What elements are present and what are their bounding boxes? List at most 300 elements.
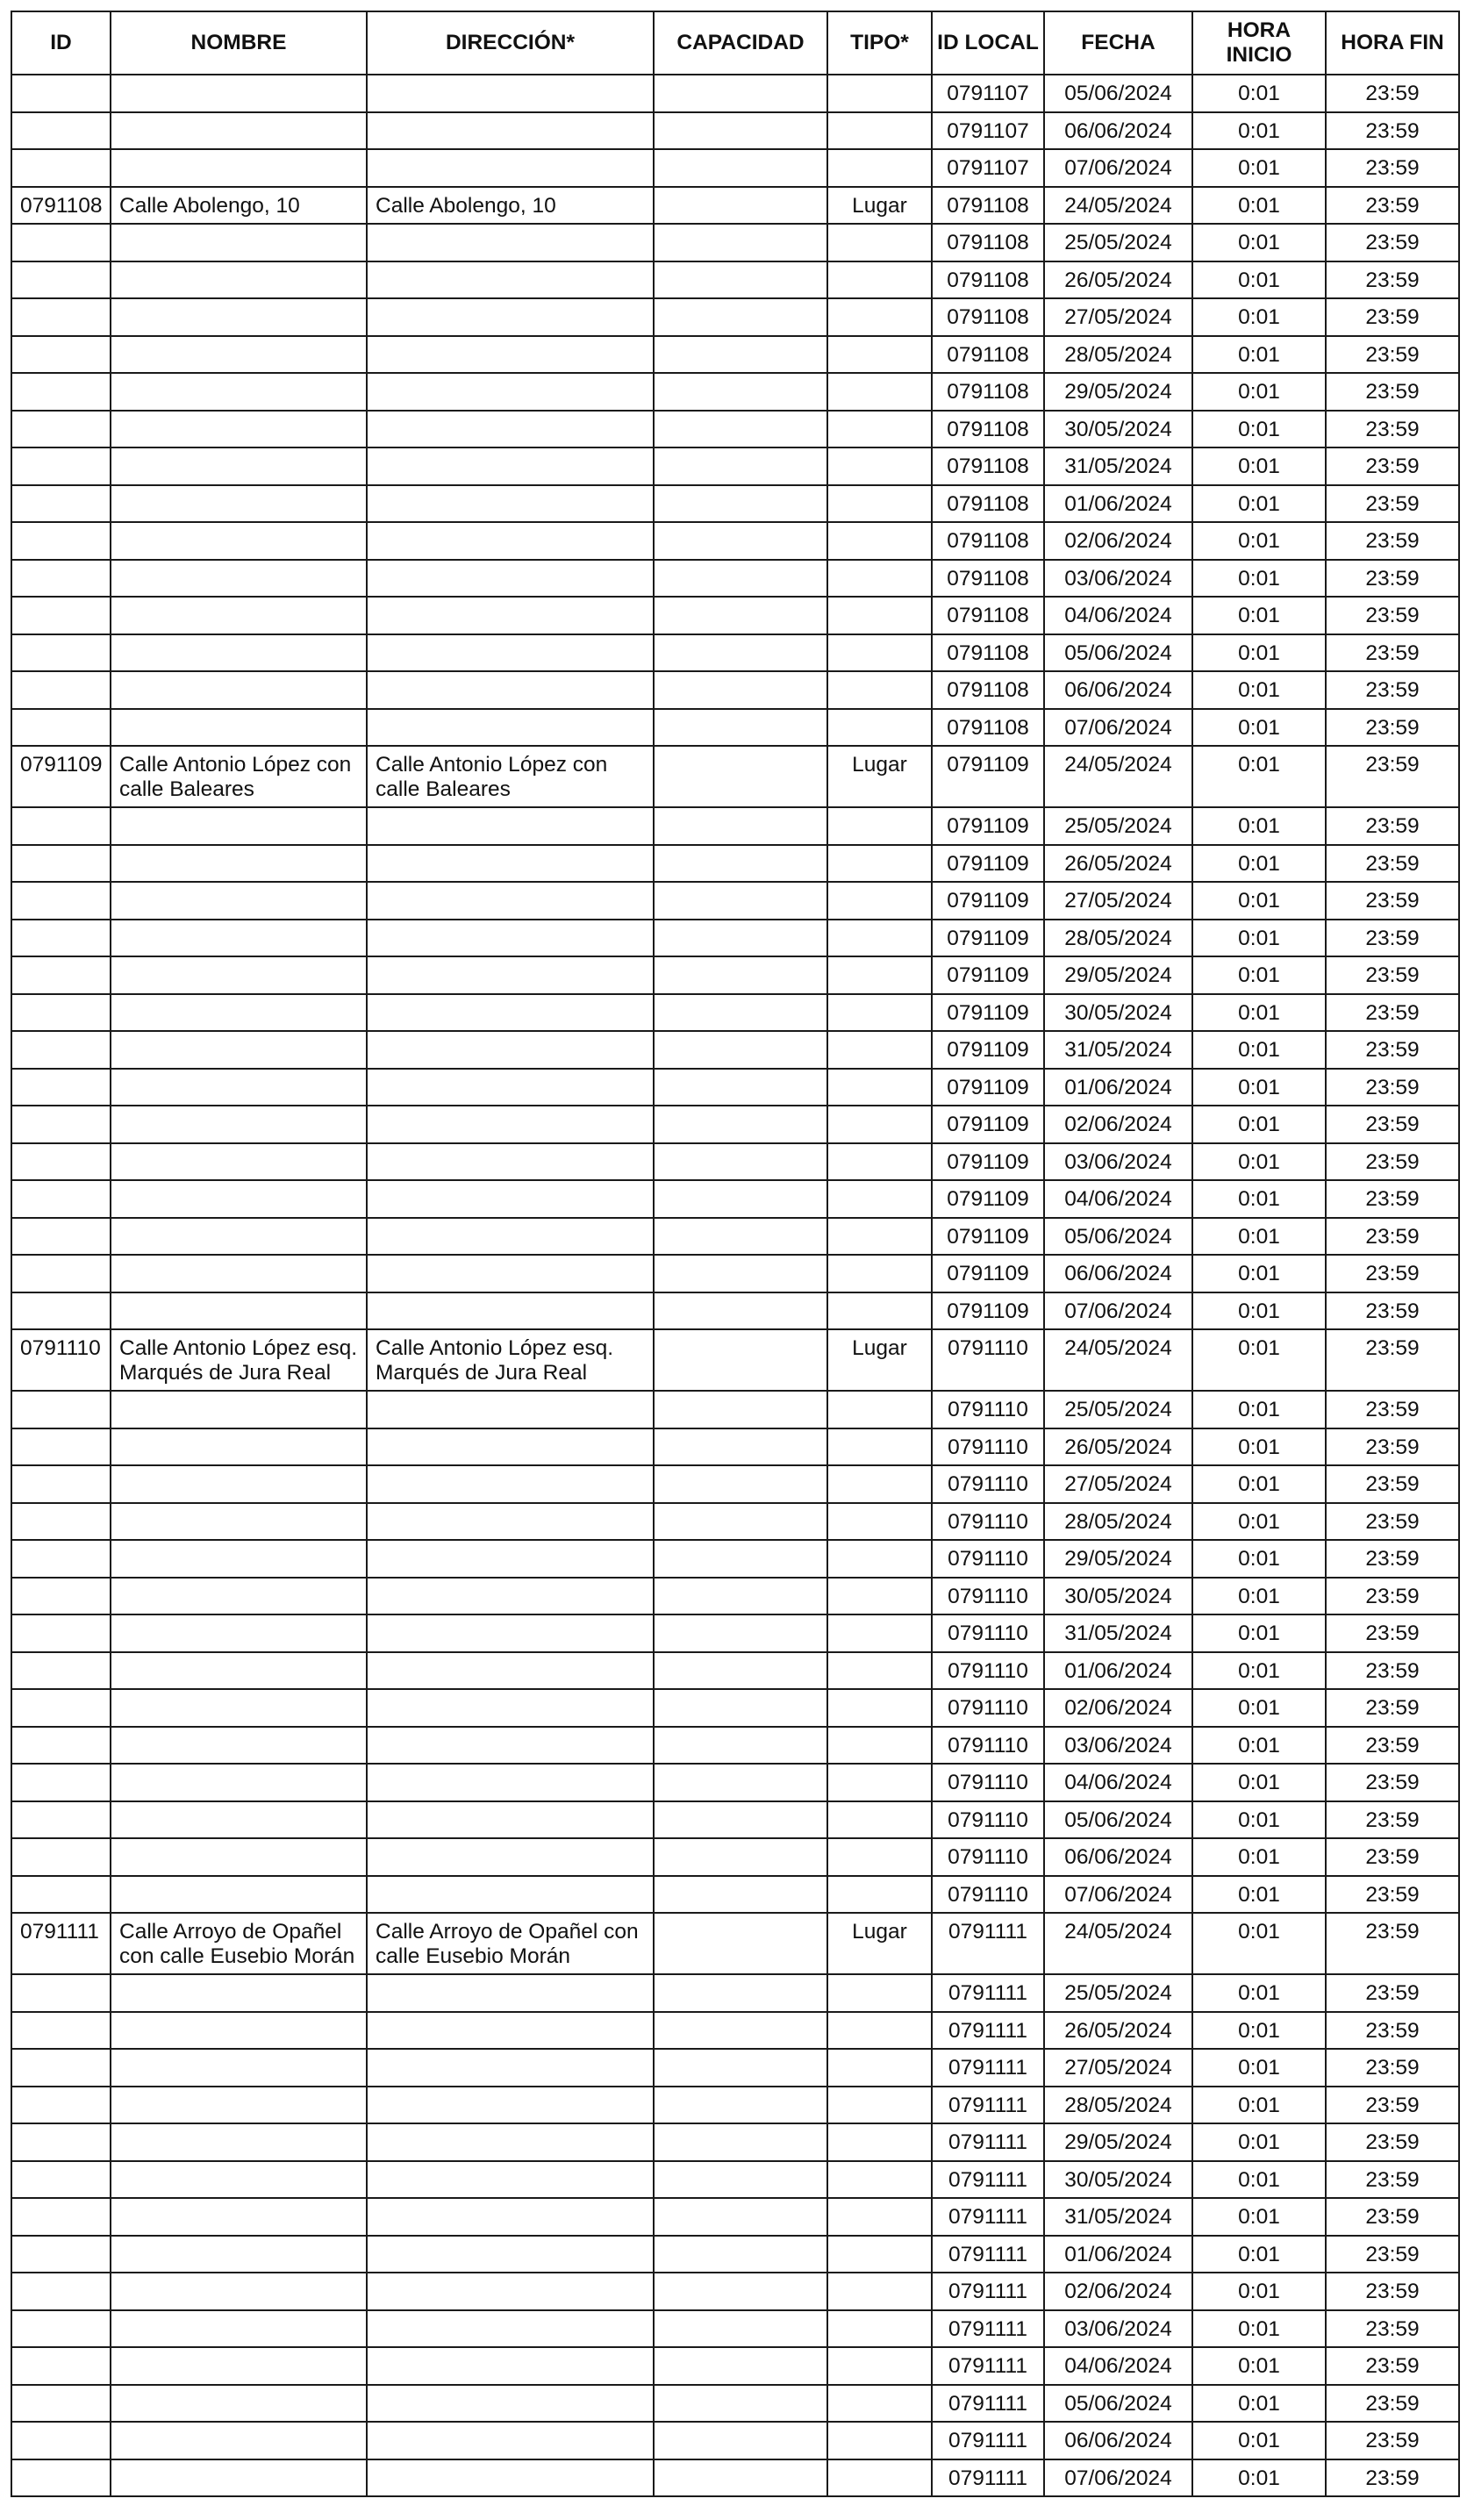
cell-nombre bbox=[111, 807, 367, 845]
cell-fecha: 04/06/2024 bbox=[1044, 597, 1192, 634]
cell-hora-inicio: 0:01 bbox=[1192, 261, 1326, 299]
cell-nombre bbox=[111, 447, 367, 485]
table-row bbox=[11, 1031, 1459, 1069]
cell-hora-inicio: 0:01 bbox=[1192, 994, 1326, 1032]
cell-id-local: 0791111 bbox=[932, 2347, 1044, 2385]
table-row bbox=[11, 1180, 1459, 1218]
cell-direccion bbox=[367, 634, 654, 672]
table-row bbox=[11, 1428, 1459, 1466]
cell-tipo bbox=[827, 224, 932, 261]
cell-nombre bbox=[111, 2459, 367, 2497]
table-row bbox=[11, 2236, 1459, 2273]
cell-capacidad bbox=[654, 224, 827, 261]
cell-capacidad bbox=[654, 1069, 827, 1106]
cell-nombre bbox=[111, 2273, 367, 2310]
cell-id-local: 0791108 bbox=[932, 336, 1044, 374]
cell-id bbox=[11, 1391, 111, 1428]
cell-hora-fin: 23:59 bbox=[1326, 1031, 1459, 1069]
cell-capacidad bbox=[654, 845, 827, 883]
cell-fecha: 25/05/2024 bbox=[1044, 1974, 1192, 2012]
cell-direccion bbox=[367, 807, 654, 845]
table-row bbox=[11, 2012, 1459, 2050]
cell-fecha: 24/05/2024 bbox=[1044, 1329, 1192, 1391]
cell-id-local: 0791108 bbox=[932, 411, 1044, 448]
cell-direccion bbox=[367, 1727, 654, 1765]
cell-id-local: 0791111 bbox=[932, 2236, 1044, 2273]
cell-capacidad bbox=[654, 112, 827, 150]
cell-hora-inicio: 0:01 bbox=[1192, 956, 1326, 994]
cell-tipo bbox=[827, 1540, 932, 1578]
table-row bbox=[11, 746, 1459, 807]
cell-hora-inicio: 0:01 bbox=[1192, 2459, 1326, 2497]
cell-nombre bbox=[111, 1727, 367, 1765]
table-row bbox=[11, 1838, 1459, 1876]
cell-tipo bbox=[827, 1578, 932, 1615]
cell-id-local: 0791108 bbox=[932, 373, 1044, 411]
cell-fecha: 01/06/2024 bbox=[1044, 1652, 1192, 1690]
cell-hora-fin: 23:59 bbox=[1326, 298, 1459, 336]
cell-nombre bbox=[111, 2236, 367, 2273]
cell-capacidad bbox=[654, 1540, 827, 1578]
cell-nombre bbox=[111, 1180, 367, 1218]
cell-hora-fin: 23:59 bbox=[1326, 1913, 1459, 1974]
cell-nombre bbox=[111, 1764, 367, 1801]
cell-direccion: Calle Antonio López esq. Marqués de Jura Real bbox=[367, 1329, 654, 1391]
cell-capacidad bbox=[654, 2123, 827, 2161]
cell-id-local: 0791109 bbox=[932, 1031, 1044, 1069]
cell-id-local: 0791109 bbox=[932, 882, 1044, 920]
cell-direccion bbox=[367, 224, 654, 261]
cell-capacidad bbox=[654, 2310, 827, 2348]
cell-nombre bbox=[111, 956, 367, 994]
cell-hora-inicio: 0:01 bbox=[1192, 845, 1326, 883]
cell-hora-fin: 23:59 bbox=[1326, 1727, 1459, 1765]
cell-tipo bbox=[827, 373, 932, 411]
header-hora-inicio: HORA INICIO bbox=[1192, 11, 1326, 75]
cell-capacidad bbox=[654, 597, 827, 634]
cell-hora-fin: 23:59 bbox=[1326, 2422, 1459, 2459]
cell-hora-inicio: 0:01 bbox=[1192, 2310, 1326, 2348]
table-row bbox=[11, 1292, 1459, 1330]
cell-id bbox=[11, 112, 111, 150]
cell-capacidad bbox=[654, 522, 827, 560]
cell-hora-inicio: 0:01 bbox=[1192, 75, 1326, 112]
cell-fecha: 27/05/2024 bbox=[1044, 298, 1192, 336]
cell-capacidad bbox=[654, 485, 827, 523]
cell-id bbox=[11, 1292, 111, 1330]
cell-hora-inicio: 0:01 bbox=[1192, 920, 1326, 957]
cell-capacidad bbox=[654, 1218, 827, 1256]
cell-capacidad bbox=[654, 807, 827, 845]
cell-id-local: 0791107 bbox=[932, 112, 1044, 150]
cell-id-local: 0791109 bbox=[932, 1255, 1044, 1292]
cell-id bbox=[11, 597, 111, 634]
header-nombre: NOMBRE bbox=[111, 11, 367, 75]
cell-id-local: 0791108 bbox=[932, 485, 1044, 523]
cell-hora-fin: 23:59 bbox=[1326, 1106, 1459, 1143]
cell-nombre: Calle Arroyo de Opañel con calle Eusebio Morán bbox=[111, 1913, 367, 1974]
table-row bbox=[11, 1329, 1459, 1391]
cell-direccion bbox=[367, 2161, 654, 2199]
cell-fecha: 28/05/2024 bbox=[1044, 1503, 1192, 1541]
cell-tipo bbox=[827, 2087, 932, 2124]
cell-id bbox=[11, 1069, 111, 1106]
cell-fecha: 03/06/2024 bbox=[1044, 1727, 1192, 1765]
cell-hora-inicio: 0:01 bbox=[1192, 1540, 1326, 1578]
table-row bbox=[11, 1974, 1459, 2012]
cell-nombre bbox=[111, 298, 367, 336]
cell-id bbox=[11, 1540, 111, 1578]
table-row bbox=[11, 2087, 1459, 2124]
cell-id-local: 0791111 bbox=[932, 1913, 1044, 1974]
cell-fecha: 07/06/2024 bbox=[1044, 709, 1192, 747]
cell-id bbox=[11, 2198, 111, 2236]
cell-tipo bbox=[827, 2273, 932, 2310]
cell-hora-inicio: 0:01 bbox=[1192, 2161, 1326, 2199]
cell-capacidad bbox=[654, 1106, 827, 1143]
cell-id bbox=[11, 1838, 111, 1876]
cell-fecha: 31/05/2024 bbox=[1044, 447, 1192, 485]
cell-hora-fin: 23:59 bbox=[1326, 1540, 1459, 1578]
cell-id-local: 0791110 bbox=[932, 1391, 1044, 1428]
cell-tipo bbox=[827, 2012, 932, 2050]
cell-hora-inicio: 0:01 bbox=[1192, 298, 1326, 336]
table-row bbox=[11, 1614, 1459, 1652]
cell-direccion bbox=[367, 1974, 654, 2012]
cell-direccion bbox=[367, 2012, 654, 2050]
cell-id-local: 0791111 bbox=[932, 2087, 1044, 2124]
cell-capacidad bbox=[654, 1652, 827, 1690]
cell-direccion bbox=[367, 1031, 654, 1069]
cell-hora-fin: 23:59 bbox=[1326, 2049, 1459, 2087]
cell-fecha: 07/06/2024 bbox=[1044, 1876, 1192, 1914]
cell-tipo: Lugar bbox=[827, 187, 932, 225]
cell-hora-fin: 23:59 bbox=[1326, 447, 1459, 485]
cell-hora-inicio: 0:01 bbox=[1192, 1180, 1326, 1218]
cell-capacidad bbox=[654, 1838, 827, 1876]
cell-tipo: Lugar bbox=[827, 1329, 932, 1391]
cell-id-local: 0791111 bbox=[932, 2012, 1044, 2050]
cell-direccion bbox=[367, 845, 654, 883]
table-row bbox=[11, 634, 1459, 672]
cell-nombre bbox=[111, 261, 367, 299]
cell-id-local: 0791109 bbox=[932, 1069, 1044, 1106]
cell-id-local: 0791109 bbox=[932, 845, 1044, 883]
cell-fecha: 06/06/2024 bbox=[1044, 112, 1192, 150]
cell-tipo bbox=[827, 336, 932, 374]
cell-nombre bbox=[111, 2385, 367, 2423]
cell-id-local: 0791109 bbox=[932, 956, 1044, 994]
cell-hora-inicio: 0:01 bbox=[1192, 2236, 1326, 2273]
cell-hora-fin: 23:59 bbox=[1326, 1578, 1459, 1615]
cell-direccion bbox=[367, 373, 654, 411]
cell-nombre bbox=[111, 560, 367, 598]
cell-hora-fin: 23:59 bbox=[1326, 1180, 1459, 1218]
table-row bbox=[11, 994, 1459, 1032]
cell-hora-inicio: 0:01 bbox=[1192, 2123, 1326, 2161]
cell-hora-fin: 23:59 bbox=[1326, 560, 1459, 598]
header-id: ID bbox=[11, 11, 111, 75]
cell-id-local: 0791107 bbox=[932, 75, 1044, 112]
cell-id bbox=[11, 2422, 111, 2459]
cell-id bbox=[11, 336, 111, 374]
cell-capacidad bbox=[654, 2422, 827, 2459]
cell-id bbox=[11, 1031, 111, 1069]
cell-nombre bbox=[111, 2012, 367, 2050]
cell-capacidad bbox=[654, 634, 827, 672]
cell-fecha: 02/06/2024 bbox=[1044, 2273, 1192, 2310]
table-row bbox=[11, 522, 1459, 560]
cell-tipo bbox=[827, 2422, 932, 2459]
cell-nombre bbox=[111, 597, 367, 634]
cell-direccion bbox=[367, 1876, 654, 1914]
cell-tipo bbox=[827, 671, 932, 709]
cell-hora-inicio: 0:01 bbox=[1192, 634, 1326, 672]
header-fecha: FECHA bbox=[1044, 11, 1192, 75]
cell-id bbox=[11, 2347, 111, 2385]
cell-fecha: 05/06/2024 bbox=[1044, 634, 1192, 672]
cell-hora-inicio: 0:01 bbox=[1192, 149, 1326, 187]
cell-nombre bbox=[111, 1876, 367, 1914]
cell-capacidad bbox=[654, 956, 827, 994]
cell-direccion bbox=[367, 1292, 654, 1330]
cell-hora-inicio: 0:01 bbox=[1192, 1503, 1326, 1541]
cell-tipo bbox=[827, 298, 932, 336]
cell-direccion bbox=[367, 1069, 654, 1106]
cell-capacidad bbox=[654, 1913, 827, 1974]
cell-fecha: 06/06/2024 bbox=[1044, 1255, 1192, 1292]
table-row bbox=[11, 882, 1459, 920]
cell-hora-fin: 23:59 bbox=[1326, 411, 1459, 448]
cell-id bbox=[11, 1180, 111, 1218]
cell-tipo bbox=[827, 1391, 932, 1428]
cell-direccion bbox=[367, 1143, 654, 1181]
cell-fecha: 24/05/2024 bbox=[1044, 187, 1192, 225]
cell-hora-inicio: 0:01 bbox=[1192, 1428, 1326, 1466]
cell-id bbox=[11, 1143, 111, 1181]
table-row bbox=[11, 1465, 1459, 1503]
cell-capacidad bbox=[654, 1031, 827, 1069]
cell-hora-fin: 23:59 bbox=[1326, 2198, 1459, 2236]
cell-hora-inicio: 0:01 bbox=[1192, 2012, 1326, 2050]
cell-direccion bbox=[367, 2236, 654, 2273]
cell-hora-fin: 23:59 bbox=[1326, 2310, 1459, 2348]
cell-nombre bbox=[111, 2049, 367, 2087]
cell-hora-inicio: 0:01 bbox=[1192, 1727, 1326, 1765]
cell-hora-inicio: 0:01 bbox=[1192, 187, 1326, 225]
cell-id bbox=[11, 1578, 111, 1615]
cell-id bbox=[11, 1764, 111, 1801]
cell-hora-inicio: 0:01 bbox=[1192, 709, 1326, 747]
cell-capacidad bbox=[654, 920, 827, 957]
cell-id bbox=[11, 2049, 111, 2087]
cell-tipo bbox=[827, 1069, 932, 1106]
cell-fecha: 31/05/2024 bbox=[1044, 1614, 1192, 1652]
cell-id-local: 0791108 bbox=[932, 187, 1044, 225]
cell-hora-fin: 23:59 bbox=[1326, 1329, 1459, 1391]
cell-tipo bbox=[827, 994, 932, 1032]
cell-id bbox=[11, 1876, 111, 1914]
cell-nombre bbox=[111, 336, 367, 374]
cell-direccion bbox=[367, 1578, 654, 1615]
cell-tipo bbox=[827, 2123, 932, 2161]
cell-tipo bbox=[827, 485, 932, 523]
cell-hora-fin: 23:59 bbox=[1326, 1428, 1459, 1466]
cell-direccion bbox=[367, 1428, 654, 1466]
cell-id-local: 0791111 bbox=[932, 2273, 1044, 2310]
cell-id-local: 0791110 bbox=[932, 1764, 1044, 1801]
cell-id bbox=[11, 1428, 111, 1466]
cell-hora-fin: 23:59 bbox=[1326, 882, 1459, 920]
cell-direccion bbox=[367, 2310, 654, 2348]
cell-hora-fin: 23:59 bbox=[1326, 956, 1459, 994]
cell-nombre bbox=[111, 1614, 367, 1652]
cell-hora-inicio: 0:01 bbox=[1192, 1614, 1326, 1652]
table-row bbox=[11, 597, 1459, 634]
cell-hora-inicio: 0:01 bbox=[1192, 560, 1326, 598]
cell-fecha: 02/06/2024 bbox=[1044, 1689, 1192, 1727]
cell-direccion bbox=[367, 709, 654, 747]
cell-hora-inicio: 0:01 bbox=[1192, 1255, 1326, 1292]
cell-capacidad bbox=[654, 882, 827, 920]
cell-direccion bbox=[367, 522, 654, 560]
cell-direccion bbox=[367, 411, 654, 448]
cell-fecha: 03/06/2024 bbox=[1044, 1143, 1192, 1181]
table-row bbox=[11, 1801, 1459, 1839]
cell-id bbox=[11, 709, 111, 747]
cell-id-local: 0791110 bbox=[932, 1503, 1044, 1541]
cell-id bbox=[11, 1614, 111, 1652]
cell-fecha: 27/05/2024 bbox=[1044, 882, 1192, 920]
cell-hora-fin: 23:59 bbox=[1326, 1764, 1459, 1801]
cell-hora-inicio: 0:01 bbox=[1192, 1069, 1326, 1106]
cell-fecha: 27/05/2024 bbox=[1044, 1465, 1192, 1503]
cell-hora-inicio: 0:01 bbox=[1192, 882, 1326, 920]
cell-id bbox=[11, 2123, 111, 2161]
cell-fecha: 29/05/2024 bbox=[1044, 2123, 1192, 2161]
cell-direccion bbox=[367, 1218, 654, 1256]
cell-tipo bbox=[827, 2310, 932, 2348]
cell-capacidad bbox=[654, 411, 827, 448]
cell-id bbox=[11, 2012, 111, 2050]
cell-capacidad bbox=[654, 187, 827, 225]
cell-id-local: 0791110 bbox=[932, 1614, 1044, 1652]
table-body bbox=[11, 75, 1459, 2496]
table-row bbox=[11, 411, 1459, 448]
cell-nombre bbox=[111, 1801, 367, 1839]
cell-capacidad bbox=[654, 560, 827, 598]
cell-direccion bbox=[367, 1801, 654, 1839]
cell-nombre bbox=[111, 522, 367, 560]
cell-id-local: 0791108 bbox=[932, 671, 1044, 709]
cell-capacidad bbox=[654, 1727, 827, 1765]
cell-hora-fin: 23:59 bbox=[1326, 224, 1459, 261]
cell-nombre bbox=[111, 1465, 367, 1503]
table-row bbox=[11, 149, 1459, 187]
cell-fecha: 27/05/2024 bbox=[1044, 2049, 1192, 2087]
cell-capacidad bbox=[654, 447, 827, 485]
table-row bbox=[11, 2049, 1459, 2087]
cell-hora-fin: 23:59 bbox=[1326, 1069, 1459, 1106]
cell-hora-inicio: 0:01 bbox=[1192, 411, 1326, 448]
cell-id bbox=[11, 373, 111, 411]
cell-hora-inicio: 0:01 bbox=[1192, 1106, 1326, 1143]
cell-id-local: 0791111 bbox=[932, 2459, 1044, 2497]
cell-capacidad bbox=[654, 2012, 827, 2050]
cell-hora-inicio: 0:01 bbox=[1192, 336, 1326, 374]
locations-schedule-sheet bbox=[11, 11, 1460, 2497]
cell-capacidad bbox=[654, 1292, 827, 1330]
cell-capacidad bbox=[654, 2198, 827, 2236]
cell-fecha: 03/06/2024 bbox=[1044, 2310, 1192, 2348]
cell-tipo bbox=[827, 597, 932, 634]
cell-fecha: 06/06/2024 bbox=[1044, 671, 1192, 709]
cell-id bbox=[11, 1465, 111, 1503]
cell-fecha: 04/06/2024 bbox=[1044, 1764, 1192, 1801]
table-row bbox=[11, 261, 1459, 299]
cell-fecha: 25/05/2024 bbox=[1044, 1391, 1192, 1428]
cell-hora-fin: 23:59 bbox=[1326, 1255, 1459, 1292]
cell-capacidad bbox=[654, 1689, 827, 1727]
cell-id-local: 0791109 bbox=[932, 1218, 1044, 1256]
cell-nombre bbox=[111, 1540, 367, 1578]
header-row bbox=[11, 11, 1459, 75]
cell-hora-inicio: 0:01 bbox=[1192, 1292, 1326, 1330]
cell-fecha: 05/06/2024 bbox=[1044, 1218, 1192, 1256]
cell-direccion bbox=[367, 1540, 654, 1578]
cell-hora-inicio: 0:01 bbox=[1192, 2422, 1326, 2459]
cell-fecha: 03/06/2024 bbox=[1044, 560, 1192, 598]
cell-fecha: 29/05/2024 bbox=[1044, 956, 1192, 994]
cell-hora-inicio: 0:01 bbox=[1192, 112, 1326, 150]
cell-hora-inicio: 0:01 bbox=[1192, 1031, 1326, 1069]
cell-id bbox=[11, 1218, 111, 1256]
table-row bbox=[11, 1913, 1459, 1974]
cell-nombre bbox=[111, 2310, 367, 2348]
cell-id bbox=[11, 261, 111, 299]
table-row bbox=[11, 1143, 1459, 1181]
cell-hora-inicio: 0:01 bbox=[1192, 1143, 1326, 1181]
cell-hora-fin: 23:59 bbox=[1326, 2459, 1459, 2497]
cell-capacidad bbox=[654, 1428, 827, 1466]
cell-fecha: 01/06/2024 bbox=[1044, 2236, 1192, 2273]
cell-direccion bbox=[367, 2087, 654, 2124]
cell-direccion bbox=[367, 336, 654, 374]
cell-capacidad bbox=[654, 709, 827, 747]
cell-id bbox=[11, 1689, 111, 1727]
table-row bbox=[11, 807, 1459, 845]
cell-tipo bbox=[827, 149, 932, 187]
cell-tipo bbox=[827, 447, 932, 485]
cell-direccion bbox=[367, 2123, 654, 2161]
cell-direccion bbox=[367, 956, 654, 994]
cell-hora-inicio: 0:01 bbox=[1192, 447, 1326, 485]
cell-nombre bbox=[111, 2347, 367, 2385]
cell-hora-fin: 23:59 bbox=[1326, 807, 1459, 845]
cell-hora-inicio: 0:01 bbox=[1192, 1764, 1326, 1801]
cell-capacidad bbox=[654, 298, 827, 336]
cell-hora-fin: 23:59 bbox=[1326, 2385, 1459, 2423]
cell-nombre bbox=[111, 2198, 367, 2236]
cell-hora-fin: 23:59 bbox=[1326, 2347, 1459, 2385]
cell-id-local: 0791111 bbox=[932, 2422, 1044, 2459]
table-row bbox=[11, 2459, 1459, 2497]
cell-hora-fin: 23:59 bbox=[1326, 1465, 1459, 1503]
cell-tipo bbox=[827, 1974, 932, 2012]
cell-id-local: 0791108 bbox=[932, 261, 1044, 299]
cell-nombre bbox=[111, 920, 367, 957]
cell-hora-fin: 23:59 bbox=[1326, 671, 1459, 709]
